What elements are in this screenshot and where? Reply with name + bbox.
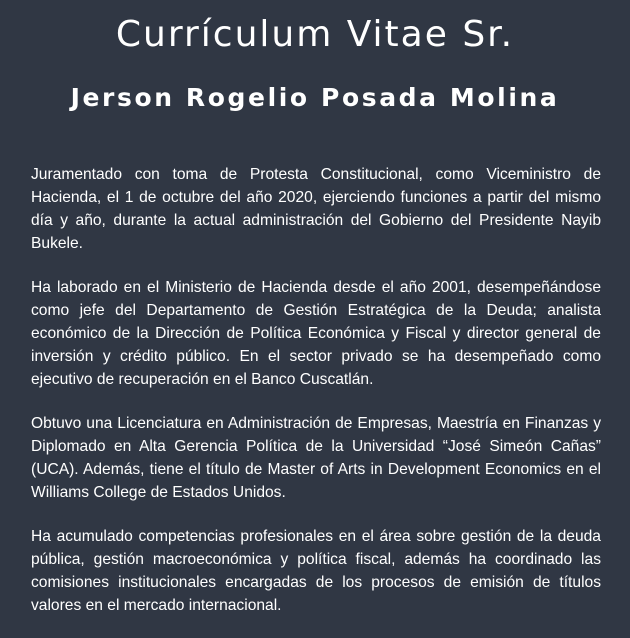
- page-title: Currículum Vitae Sr.: [115, 14, 515, 55]
- paragraph-work-experience: Ha laborado en el Ministerio de Hacienda desde el año 2001, desempeñándose como jefe del Departamento de Gestión Estratégica de la Deuda; analista económico de la Dirección de Política Económica y Fiscal y director general de inversión y crédito público. En el sector privado se ha desempeñado como ejecutivo de recuperación en el Banco Cuscatlán.: [31, 279, 601, 388]
- paragraph-competencies: Ha acumulado competencias profesionales en el área sobre gestión de la deuda pública, gestión macroeconómica y política fiscal, además ha coordinado las comisiones institucionales encargadas de los procesos de emisión de títulos valores en el mercado internacional.: [31, 528, 601, 614]
- paragraph-appointment: Juramentado con toma de Protesta Constitucional, como Viceministro de Hacienda, el 1 de octubre del año 2020, ejerciendo funciones a partir del mismo día y año, durante la actual administración del Gobierno del Presidente Nayib Bukele.: [31, 166, 601, 252]
- paragraph-education: Obtuvo una Licenciatura en Administración de Empresas, Maestría en Finanzas y Diplomado en Alta Gerencia Política de la Universidad “José Simeón Cañas” (UCA). Además, tiene el título de Master of Arts in Development Economics en el Williams College de Estados Unidos.: [31, 415, 601, 501]
- person-name: Jerson Rogelio Posada Molina: [70, 83, 560, 112]
- biography-body: [31, 163, 601, 638]
